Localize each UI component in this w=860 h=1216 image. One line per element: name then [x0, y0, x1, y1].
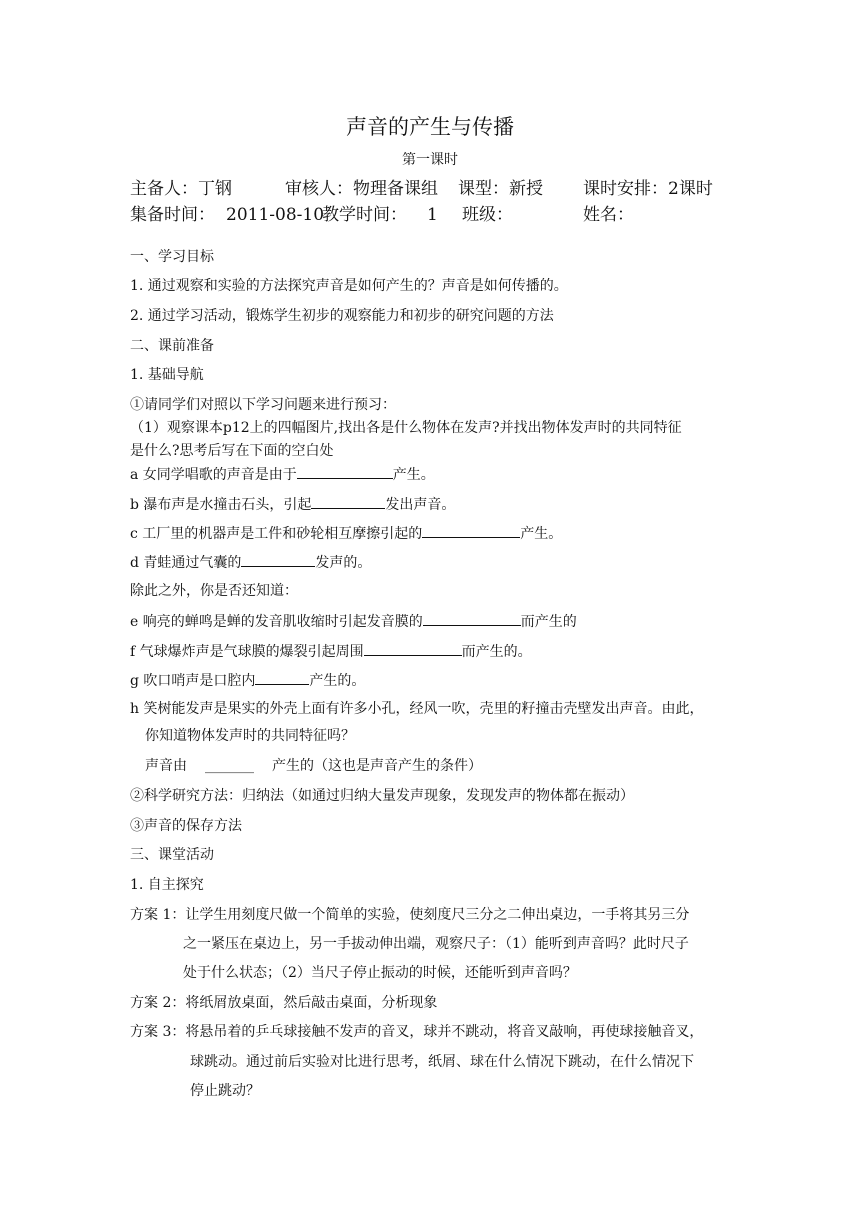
plan-3-line-1: 方案 3：将悬吊着的乒乓球接触不发声的音叉，球并不跳动，将音叉敲响，再使球接触音叉，: [130, 1024, 704, 1040]
reviewer-field: 审核人：物理备课组: [285, 179, 438, 199]
item-text: c 工厂里的机器声是工件和砂轮相互摩擦引起的: [130, 526, 423, 542]
answer-blank[interactable]: [423, 611, 521, 626]
item-text: 声音由: [145, 758, 187, 774]
answer-blank[interactable]: [297, 464, 393, 479]
fill-item-b: [130, 494, 455, 514]
item-text: 而产生的。: [461, 644, 532, 660]
sound-condition-line: [145, 757, 482, 775]
fill-item-g: [130, 670, 365, 690]
fill-item-d: [130, 552, 371, 572]
item-text: f 气球爆炸声是气球膜的爆裂引起周围: [130, 644, 364, 660]
item-text: 发声的。: [315, 555, 372, 571]
prep-time-value: 2011-08-10: [226, 205, 325, 225]
section-heading: 二、课前准备: [130, 338, 214, 354]
item-text: 产生。: [520, 526, 563, 542]
item-text: 产生的。: [309, 673, 366, 689]
item-text: 产生的（这也是声音产生的条件）: [272, 758, 482, 774]
answer-blank[interactable]: _______: [205, 758, 254, 774]
page-title: 声音的产生与传播: [346, 115, 514, 139]
plan-3-line-3: 停止跳动？: [190, 1083, 260, 1099]
item-text: 产生。: [392, 467, 435, 483]
item-h-line-1: h 笑树能发声是果实的外壳上面有许多小孔，经风一吹，壳里的籽撞击壳壁发出声音。由此，: [130, 701, 704, 717]
plan-3-line-2: 球跳动。通过前后实验对比进行思考，纸屑、球在什么情况下跳动，在什么情况下: [190, 1054, 694, 1070]
prep-time-label: 集备时间：: [130, 205, 215, 225]
subheading: 1. 自主探究: [130, 877, 204, 893]
name-label: 姓名：: [583, 205, 634, 225]
answer-blank[interactable]: [364, 641, 462, 656]
schedule-field: 课时安排：2课时: [583, 179, 713, 199]
plan-1-line-2: 之一紧压在桌边上，另一手拔动伸出端，观察尺子：（1）能听到声音吗？此时尺子: [183, 936, 689, 952]
plan-2-line: 方案 2：将纸屑放桌面，然后敲击桌面，分析现象: [130, 995, 438, 1011]
question-line-1: （1）观察课本p12上的四幅图片,找出各是什么物体在发声?并找出物体发声时的共同特征: [130, 420, 682, 436]
answer-blank[interactable]: [422, 523, 520, 538]
answer-blank[interactable]: [255, 670, 309, 685]
fill-item-f: [130, 641, 532, 661]
item-text: g 吹口哨声是口腔内: [130, 673, 256, 689]
fill-item-a: [130, 464, 435, 484]
item-text: a 女同学唱歌的声音是由于: [130, 467, 297, 483]
teach-time-label: 教学时间：: [322, 205, 407, 225]
goal-1: 1. 通过观察和实验的方法探究声音是如何产生的？声音是如何传播的。: [130, 278, 568, 294]
goal-2: 2. 通过学习活动，锻炼学生初步的观察能力和初步的研究问题的方法: [130, 308, 554, 324]
lesson-type-field: 课型：新授: [458, 179, 543, 199]
item-text: 而产生的: [520, 614, 577, 630]
item-text: e 响亮的蝉鸣是蝉的发音肌收缩时引起发音膜的: [130, 614, 423, 630]
besides-line: 除此之外，你是否还知道：: [130, 583, 298, 599]
class-label: 班级：: [462, 205, 513, 225]
plan-1-line-3: 处于什么状态；（2）当尺子停止振动的时候，还能听到声音吗？: [183, 965, 577, 981]
fill-item-e: [130, 611, 577, 631]
item-text: 发出声音。: [385, 497, 456, 513]
method-line: ②科学研究方法：归纳法（如通过归纳大量发声现象，发现发声的物体都在振动）: [130, 788, 634, 804]
author-field: 主备人：丁钢: [130, 179, 232, 199]
section-heading: 一、学习目标: [130, 249, 214, 265]
answer-blank[interactable]: [241, 552, 315, 567]
instruction-1: ①请同学们对照以下学习问题来进行预习：: [130, 397, 396, 413]
fill-item-c: [130, 523, 562, 543]
item-text: d 青蛙通过气囊的: [130, 555, 242, 571]
plan-1-line-1: 方案 1：让学生用刻度尺做一个简单的实验，使刻度尺三分之二伸出桌边，一手将其另三分: [130, 907, 690, 923]
storage-line: ③声音的保存方法: [130, 818, 242, 834]
item-text: b 瀑布声是水撞击石头，引起: [130, 497, 312, 513]
question-line-2: 是什么?思考后写在下面的空白处: [130, 443, 334, 459]
section-heading: 三、课堂活动: [130, 847, 214, 863]
subheading: 1. 基础导航: [130, 367, 204, 383]
item-h-line-2: 你知道物体发声时的共同特征吗？: [145, 728, 355, 744]
teach-time-value: 1: [427, 205, 438, 225]
page-subtitle: 第一课时: [402, 152, 458, 168]
answer-blank[interactable]: [311, 494, 385, 509]
